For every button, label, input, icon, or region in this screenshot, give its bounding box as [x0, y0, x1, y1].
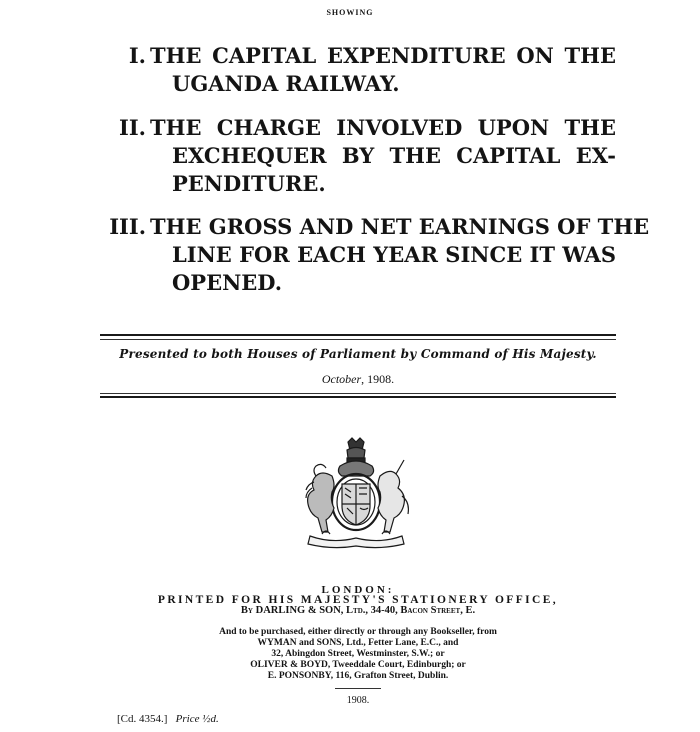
cd-number: [Cd. 4354.] — [117, 713, 168, 725]
section-2-line-3: PENDITURE. — [172, 171, 326, 196]
section-1-line-1: THE CAPITAL EXPENDITURE ON THE — [150, 43, 616, 68]
showing-label: SHOWING — [326, 8, 374, 17]
section-2-line-2: EXCHEQUER BY THE CAPITAL EX- — [172, 143, 616, 168]
section-2-number: II. — [119, 115, 146, 140]
rule-bottom-thick — [100, 396, 616, 398]
section-3 — [98, 213, 650, 297]
imprint-printed-for: PRINTED FOR HIS MAJESTY'S STATIONERY OFFICE, — [157, 594, 559, 606]
imprint-year: 1908. — [346, 695, 370, 706]
purchase-line-3: 32, Abingdon Street, Westminster, S.W.; or — [271, 649, 445, 659]
royal-coat-of-arms-icon — [292, 436, 420, 552]
presented-line: Presented to both Houses of Parliament by Command of His Majesty. — [119, 347, 597, 361]
section-1 — [98, 42, 616, 98]
section-1-number: I. — [128, 43, 146, 68]
purchase-line-5: E. PONSONBY, 116, Grafton Street, Dublin. — [267, 671, 449, 681]
rule-top-thin — [100, 339, 616, 340]
section-3-line-3: OPENED. — [172, 270, 283, 295]
price: Price ½d. — [175, 713, 219, 725]
short-rule — [335, 688, 381, 689]
section-1-line-2: UGANDA RAILWAY. — [172, 71, 400, 96]
date-month: October — [321, 372, 362, 386]
section-3-line-2: LINE FOR EACH YEAR SINCE IT WAS — [172, 242, 616, 267]
section-3-number: III. — [109, 214, 146, 239]
purchase-line-1: And to be purchased, either directly or through any Bookseller, from — [219, 627, 497, 637]
date-line — [0, 372, 700, 387]
purchase-line-4: OLIVER & BOYD, Tweeddale Court, Edinburgh; or — [250, 660, 466, 670]
imprint-printer: By DARLING & SON, Ltd., 34-40, Bacon Street, E. — [240, 605, 476, 616]
purchase-line-2: WYMAN and SONS, Ltd., Fetter Lane, E.C., and — [257, 638, 459, 648]
rule-bottom-thin — [100, 393, 616, 394]
command-paper-number — [117, 713, 219, 725]
section-2 — [98, 114, 616, 198]
section-2-line-1: THE CHARGE INVOLVED UPON THE — [150, 115, 616, 140]
rule-top-thick — [100, 334, 616, 336]
imprint-london: LONDON: — [321, 584, 395, 596]
section-3-line-1: THE GROSS AND NET EARNINGS OF THE — [150, 214, 650, 239]
date-year: , 1908. — [361, 372, 395, 386]
